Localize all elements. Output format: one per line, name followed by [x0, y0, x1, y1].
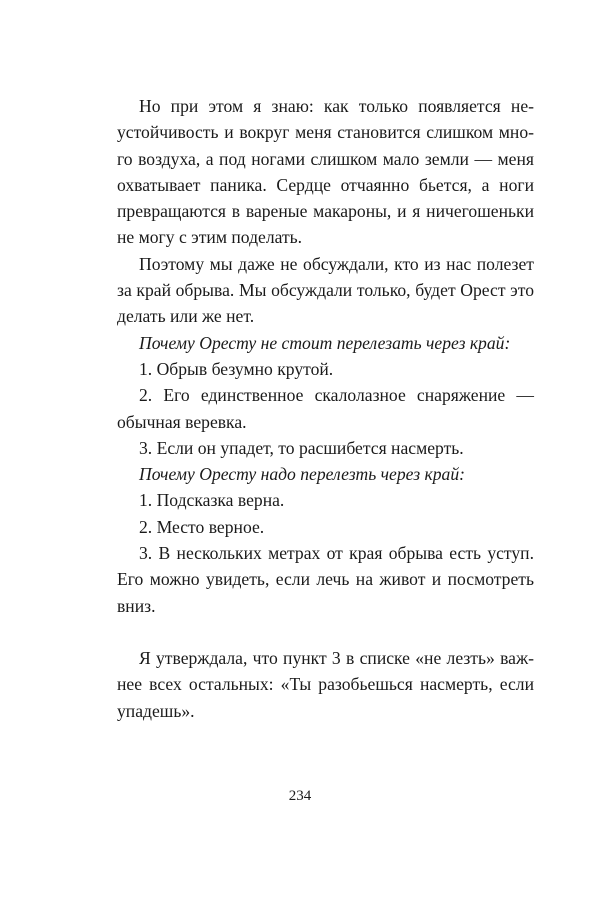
paragraph-panic: Но при этом я знаю: как только появляется неустойчивость и вокруг меня становится слишком много воздуха, а под ногами слишком мало земли — меня охватывает паника. Сердце отчаянно бьется, а ноги превращаются в вареные макароны, и я ничегошеньки не могу с этим поделать.	[117, 96, 534, 248]
list-item: 2. Его единственное скалолазное снаряжение — обычная веревка.	[117, 385, 534, 432]
list-item: 2. Место верное.	[139, 516, 265, 537]
section-break	[117, 619, 534, 645]
list-item: 3. Если он упадет, то расшибется насмерть.	[139, 437, 464, 458]
paragraph-closing: Я утверждала, что пункт 3 в списке «не лезть» важнее всех остальных: «Ты разобьешься насмерть, если упадешь».	[117, 647, 534, 721]
list-heading-not-climb: Почему Оресту не стоит перелезать через край:	[139, 332, 511, 353]
list-heading-climb: Почему Оресту надо перелезть через край:	[139, 464, 465, 485]
list-item: 1. Подсказка верна.	[139, 490, 285, 511]
body-text	[117, 93, 534, 724]
list-item: 3. В нескольких метрах от края обрыва есть уступ. Его можно увидеть, если лечь на живот и посмотреть вниз.	[117, 543, 534, 616]
paragraph-decision: Поэтому мы даже не обсуждали, кто из нас полезет за край обрыва. Мы обсуждали только, будет Орест это делать или же нет.	[117, 253, 534, 327]
page-number: 234	[288, 788, 312, 804]
list-item: 1. Обрыв безумно крутой.	[139, 358, 334, 379]
